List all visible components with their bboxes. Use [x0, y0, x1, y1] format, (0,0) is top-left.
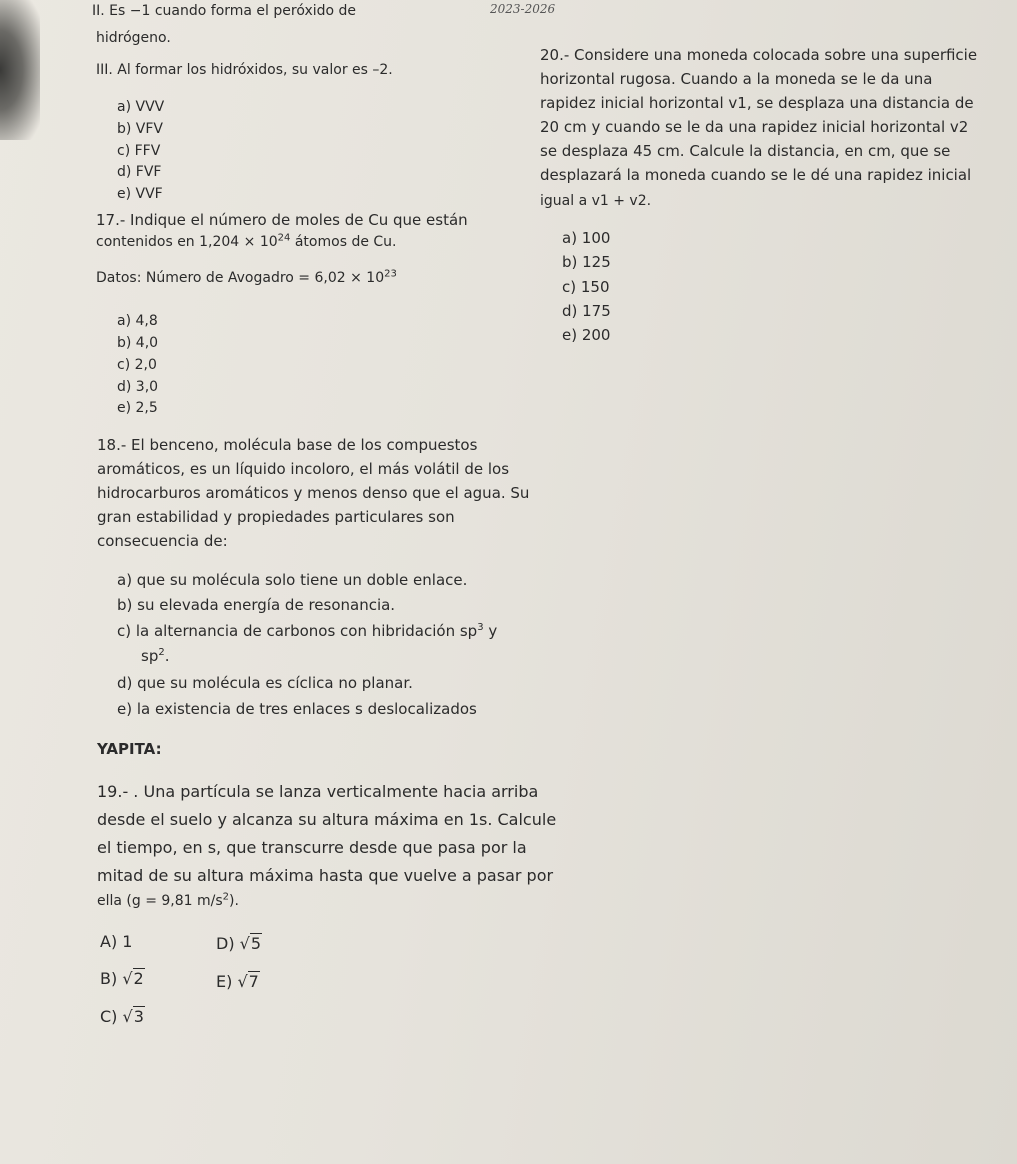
q17-option-a: a) 4,8 — [117, 313, 158, 329]
q17-option-c: c) 2,0 — [117, 357, 157, 373]
q18-option-c-cont: $sp^2$. — [141, 647, 170, 665]
q18-option-a: a) que su molécula solo tiene un doble enlace. — [117, 571, 468, 589]
q20-option-e: e) 200 — [562, 326, 611, 344]
q17-data: Datos: Número de Avogadro = $6,02 \times 10^{23}$ — [96, 268, 397, 286]
q20-question-line2: horizontal rugosa. Cuando a la moneda se le da una — [540, 70, 933, 88]
q18-question-line5: consecuencia de: — [97, 532, 228, 550]
q19-question-line2: desde el suelo y alcanza su altura máxima en 1s. Calcule — [97, 810, 557, 829]
q18-option-e: e) la existencia de tres enlaces s deslocalizados — [117, 700, 477, 718]
q18-option-d: d) que su molécula es cíclica no planar. — [117, 674, 413, 692]
q17-question-line2: contenidos en $1,204 \times 10^{24}$ átomos de Cu. — [96, 232, 397, 250]
q20-option-a: a) 100 — [562, 229, 611, 247]
q20-option-d: d) 175 — [562, 302, 611, 320]
q18-question-line3: hidrocarburos aromáticos y menos denso que el agua. Su — [97, 484, 530, 502]
q16-option-a: a) VVV — [117, 99, 165, 115]
q20-question-line6: desplazará la moneda cuando se le dé una rapidez inicial — [540, 166, 972, 184]
q20-option-c: c) 150 — [562, 278, 610, 296]
q20-question-line4: 20 cm y cuando se le da una rapidez inicial horizontal v2 — [540, 118, 969, 136]
q19-option-b: B) √2 — [100, 969, 144, 988]
q17-question-line1: 17.- Indique el número de moles de Cu que están — [96, 211, 468, 229]
q17-option-e: e) 2,5 — [117, 400, 158, 416]
q19-question-line4: mitad de su altura máxima hasta que vuelve a pasar por — [97, 866, 554, 885]
statement-iii: III. Al formar los hidróxidos, su valor es –2. — [96, 62, 393, 78]
q19-question-line3: el tiempo, en s, que transcurre desde que pasa por la — [97, 838, 527, 857]
q18-question-line4: gran estabilidad y propiedades particulares son — [97, 508, 455, 526]
page-edge-shadow — [0, 0, 40, 140]
q18-question-line2: aromáticos, es un líquido incoloro, el más volátil de los — [97, 460, 510, 478]
q18-option-c: c) la alternancia de carbonos con hibridación $sp^3$ y — [117, 622, 498, 640]
q20-question-line5: se desplaza 45 cm. Calcule la distancia, en cm, que se — [540, 142, 951, 160]
q19-option-a: A) 1 — [100, 932, 133, 951]
q20-question-line7: igual a v1 + v2. — [540, 193, 652, 209]
q16-option-e: e) VVF — [117, 186, 163, 202]
q19-option-d: D) √5 — [216, 934, 262, 953]
handwritten-year: 2023-2026 — [490, 2, 556, 16]
q19-question-line1: 19.- . Una partícula se lanza verticalmente hacia arriba — [97, 782, 539, 801]
q19-option-e: E) √7 — [216, 972, 259, 991]
q16-option-b: b) VFV — [117, 121, 164, 137]
yapita-heading: YAPITA: — [97, 740, 162, 758]
q18-option-b: b) su elevada energía de resonancia. — [117, 596, 396, 614]
statement-ii-continued: hidrógeno. — [96, 30, 171, 46]
q20-question-line3: rapidez inicial horizontal v1, se desplaza una distancia de — [540, 94, 974, 112]
q20-question-line1: 20.- Considere una moneda colocada sobre una superficie — [540, 46, 978, 64]
q16-option-c: c) FFV — [117, 143, 161, 159]
q17-option-d: d) 3,0 — [117, 379, 159, 395]
q16-option-d: d) FVF — [117, 164, 162, 180]
q19-option-c: C) √3 — [100, 1007, 144, 1026]
statement-ii: II. Es −1 cuando forma el peróxido de — [92, 3, 357, 19]
q18-question-line1: 18.- El benceno, molécula base de los compuestos — [97, 436, 478, 454]
q20-option-b: b) 125 — [562, 253, 611, 271]
q17-option-b: b) 4,0 — [117, 335, 159, 351]
q19-question-line5: ella (g = 9,81 $m/s^2$). — [97, 891, 239, 909]
